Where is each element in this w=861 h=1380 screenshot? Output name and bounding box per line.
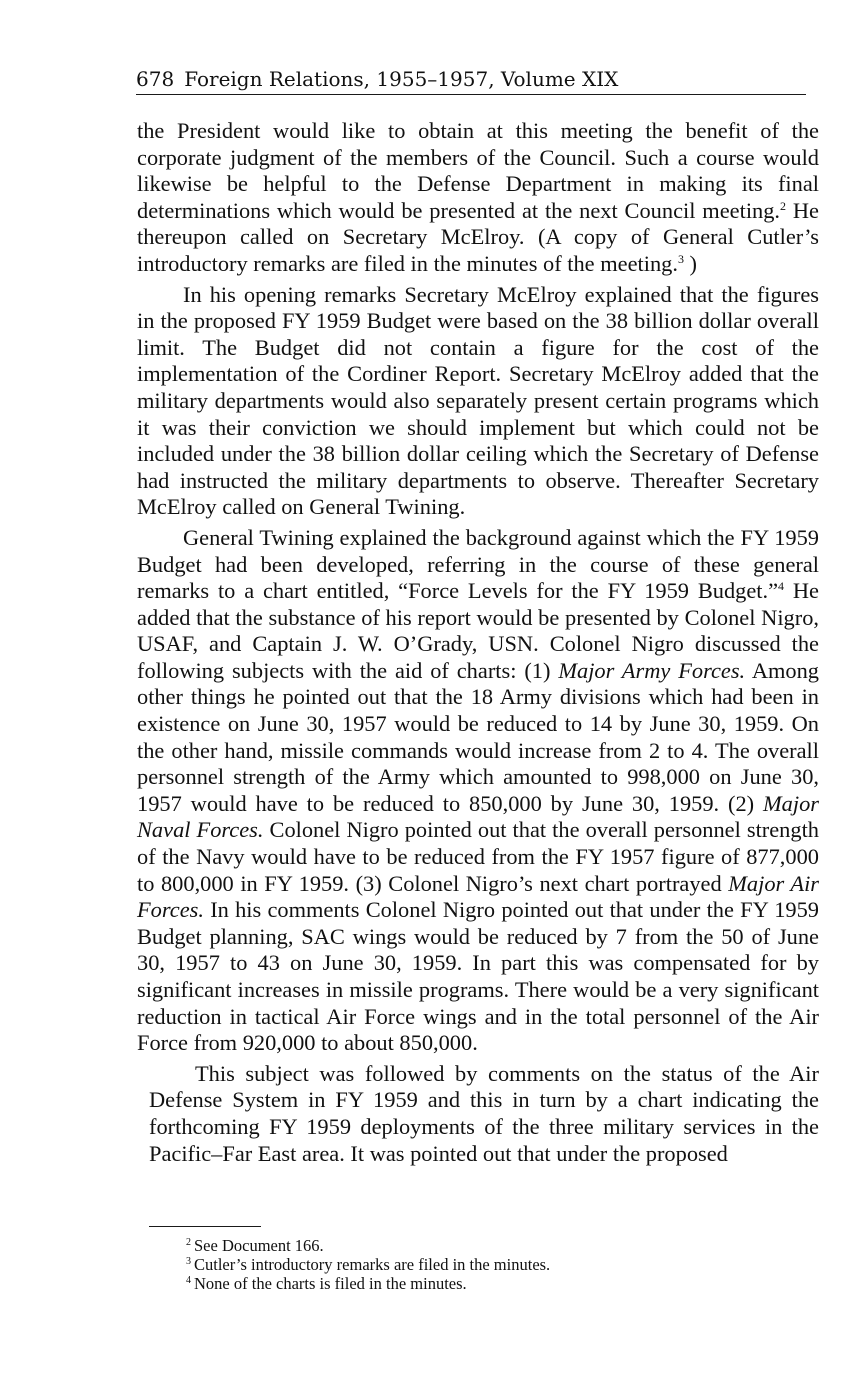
footnote-reference: 4 (778, 579, 785, 594)
italic-heading: Major Naval Forces. (137, 790, 819, 843)
italic-heading: Major Army Forces. (558, 657, 746, 683)
footnote-reference: 3 (677, 251, 684, 266)
paragraph (137, 118, 819, 278)
text-run: In his opening remarks Secretary McElroy explained that the figures in the proposed FY 1959 Budget were based on the 38 billion dollar overall limit. The Budget did not contain a figure for the cost of the implementation of the Cordiner Report. Secretary McElroy added that the military departments would also separately present certain programs which it was their conviction we should implement but which could not be included under the 38 billion dollar ceiling which the Secretary of Defense had instructed the military departments to observe. Thereafter Secretary McElroy called on General Twining. (137, 281, 819, 520)
paragraph (149, 1061, 819, 1167)
text-run: In his comments Colonel Nigro pointed out that under the FY 1959 Budget planning, SAC wings would be reduced by 7 from the 50 of June 30, 1957 to 43 on June 30, 1959. In part this was compensated for by significant increases in missile programs. There would be a very significant reduction in tactical Air Force wings and in the total personnel of the Air Force from 920,000 to about 850,000. (137, 897, 819, 1056)
footnote-marker: 4 (186, 1275, 191, 1286)
text-run: He added that the substance of his report would be presented by Colonel Nigro, USAF, and Captain J. W. O’Grady, USN. Colonel Nigro discussed the following subjects with the aid of charts: (1) (137, 578, 819, 683)
text-run: Among other things he pointed out that the 18 Army divisions which had been in existence on June 30, 1957 would be reduced to 14 by June 30, 1959. On the other hand, missile commands would increase from 2 to 4. The overall personnel strength of the Army which amounted to 998,000 on June 30, 1957 would have to be reduced to 850,000 by June 30, 1959. (2) (137, 657, 819, 816)
footnote-text: None of the charts is filed in the minutes. (194, 1274, 467, 1293)
footnote (186, 1274, 806, 1293)
text-run: This subject was followed by comments on the status of the Air Defense System in FY 1959 and this in turn by a chart indicating the forthcoming FY 1959 deployments of the three military services in the Pacific–Far East area. It was pointed out that under the proposed (149, 1060, 819, 1166)
text-run: Colonel Nigro pointed out that the overall personnel strength of the Navy would have to be reduced from the FY 1957 figure of 877,000 to 800,000 in FY 1959. (3) Colonel Nigro’s next chart portrayed (137, 817, 819, 896)
footnote-marker: 2 (186, 1237, 191, 1248)
footnote-text: Cutler’s introductory remarks are filed in the minutes. (194, 1255, 551, 1274)
footnote-marker: 3 (186, 1256, 191, 1267)
footnote-text: See Document 166. (194, 1236, 324, 1255)
paragraph (137, 525, 819, 1057)
footnotes (186, 1236, 806, 1293)
italic-heading: Major Air Forces. (137, 870, 819, 923)
text-run: the President would like to obtain at this meeting the benefit of the corporate judgment of the members of the Council. Such a course would likewise be helpful to the Defense Department in making its final determinations which would be presented at the next Council meeting. (137, 118, 819, 223)
footnote (186, 1236, 806, 1255)
footnote (186, 1255, 806, 1274)
footnote-divider (149, 1226, 261, 1227)
main-text (137, 118, 819, 1171)
running-title: Foreign Relations, 1955–1957, Volume XIX (184, 67, 619, 91)
running-header (136, 66, 806, 95)
page-number: 678 (136, 67, 175, 91)
footnote-reference: 2 (780, 198, 787, 213)
text-run: ) (683, 250, 698, 276)
paragraph (137, 282, 819, 521)
text-run: He thereupon called on Secretary McElroy. (A copy of General Cutler’s introductory remarks are filed in the minutes of the meeting. (137, 197, 819, 276)
text-run: General Twining explained the background against which the FY 1959 Budget had been developed, referring in the course of these general remarks to a chart entitled, “Force Levels for the FY 1959 Budget.” (137, 524, 819, 604)
